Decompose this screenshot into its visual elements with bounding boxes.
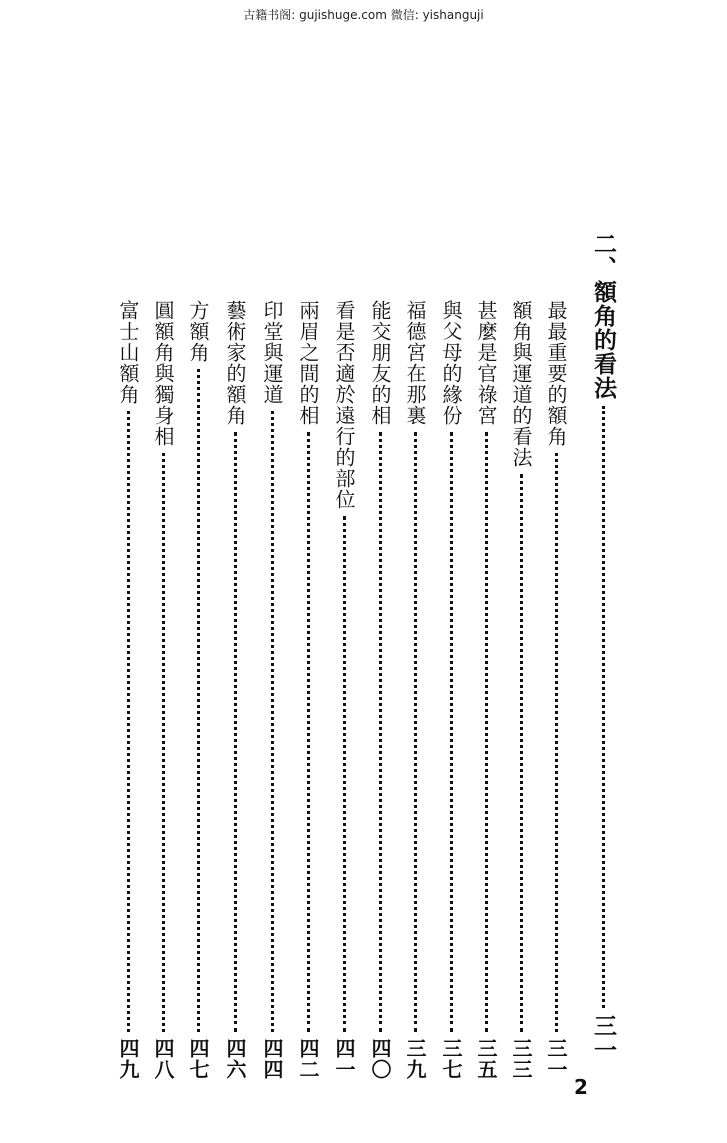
entry-page: 三五 xyxy=(474,1038,498,1080)
dot-leader xyxy=(343,516,346,1032)
entry-title: 能交朋友的相 xyxy=(368,300,392,426)
dot-leader xyxy=(485,432,488,1032)
entry-page: 四四 xyxy=(260,1038,284,1080)
dot-leader xyxy=(127,411,130,1032)
section-title: 二、額角的看法 xyxy=(590,232,617,400)
entry-page: 三七 xyxy=(439,1038,463,1080)
entry-page: 四〇 xyxy=(368,1038,392,1080)
entry-title: 看是否適於遠行的部位 xyxy=(332,300,356,510)
entry-title: 印堂與運道 xyxy=(260,300,284,405)
dot-leader xyxy=(414,432,417,1032)
entry-page: 四一 xyxy=(332,1038,356,1080)
entry-page: 三三 xyxy=(509,1038,533,1080)
dot-leader xyxy=(450,432,453,1032)
entry-page: 四八 xyxy=(151,1038,175,1080)
dot-leader xyxy=(234,432,237,1032)
toc-entry xyxy=(366,300,395,1080)
entry-page: 三一 xyxy=(544,1038,568,1080)
entry-title: 甚麼是官祿宮 xyxy=(474,300,498,426)
entry-title: 藝術家的額角 xyxy=(223,300,247,426)
dot-leader xyxy=(555,453,558,1032)
entry-title: 方額角 xyxy=(186,300,210,363)
entry-page: 四九 xyxy=(116,1038,140,1080)
entry-title: 福德宮在那裏 xyxy=(403,300,427,426)
entry-title: 兩眉之間的相 xyxy=(296,300,320,426)
toc-entry xyxy=(149,300,178,1080)
dot-leader xyxy=(271,411,274,1032)
entry-page: 四六 xyxy=(223,1038,247,1080)
toc-entry xyxy=(542,300,571,1080)
toc-entry xyxy=(258,300,287,1080)
toc-entry xyxy=(221,300,250,1080)
dot-leader xyxy=(162,453,165,1032)
toc-entry xyxy=(437,300,466,1080)
toc-entry xyxy=(294,300,323,1080)
entry-page: 四二 xyxy=(296,1038,320,1080)
toc-entry xyxy=(507,300,536,1080)
toc-entry xyxy=(184,300,213,1080)
toc-entry xyxy=(401,300,430,1080)
toc-entry xyxy=(330,300,359,1080)
toc-entry xyxy=(114,300,143,1080)
dot-leader xyxy=(307,432,310,1032)
toc-entry xyxy=(472,300,501,1080)
entry-title: 額角與運道的看法 xyxy=(509,300,533,468)
watermark-text: 古籍书阁: gujishuge.com 微信: yishanguji xyxy=(243,8,484,22)
section-page-number: 三一 xyxy=(590,1014,617,1062)
page-number: 2 xyxy=(574,1075,588,1099)
dot-leader xyxy=(602,406,605,1008)
dot-leader xyxy=(197,369,200,1032)
dot-leader xyxy=(379,432,382,1032)
dot-leader xyxy=(520,474,523,1032)
entry-title: 富士山額角 xyxy=(116,300,140,405)
entry-title: 與父母的緣份 xyxy=(439,300,463,426)
entry-title: 最最重要的額角 xyxy=(544,300,568,447)
entry-page: 三九 xyxy=(403,1038,427,1080)
section-heading xyxy=(587,232,620,1062)
entry-page: 四七 xyxy=(186,1038,210,1080)
entry-title: 圓額角與獨身相 xyxy=(151,300,175,447)
